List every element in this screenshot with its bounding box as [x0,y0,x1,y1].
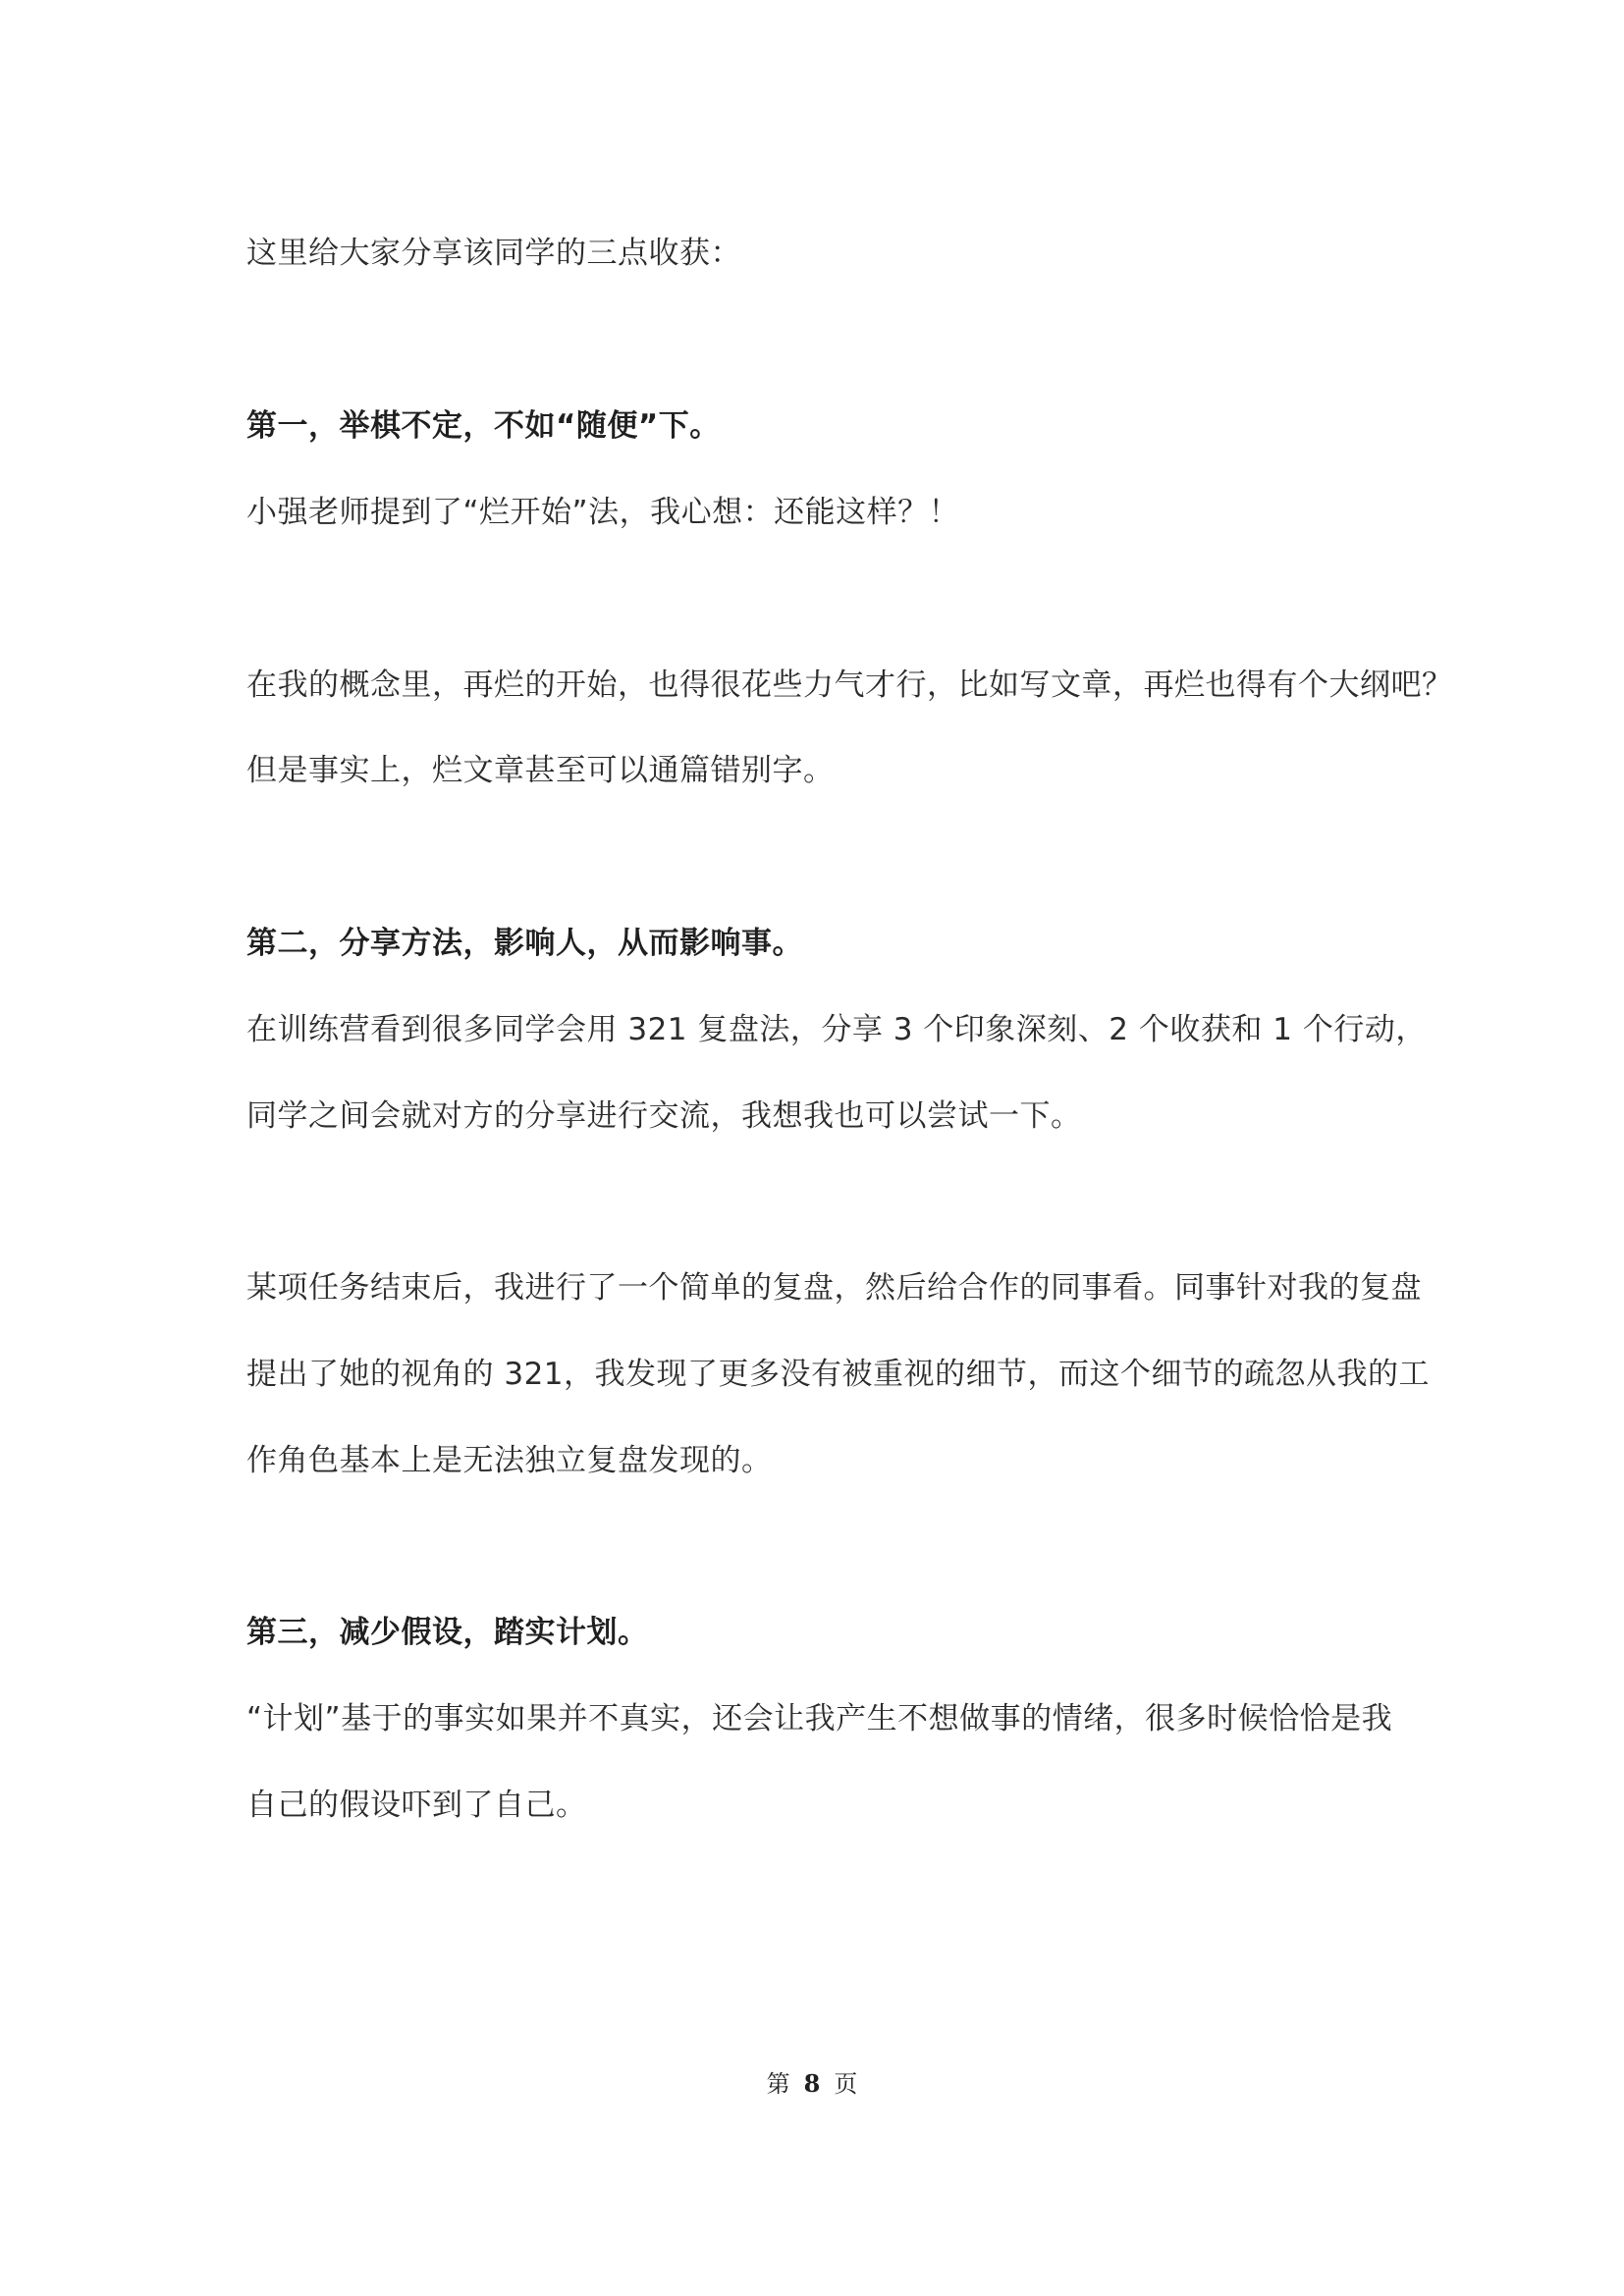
section-heading-1: 第一，举棋不定，不如“随便”下。 [246,408,721,444]
page-number: 8 [803,2069,821,2098]
paragraph-line: 提出了她的视角的 321，我发现了更多没有被重视的细节，而这个细节的疏忽从我的工 [246,1357,1431,1392]
paragraph-line: 同学之间会就对方的分享进行交流，我想我也可以尝试一下。 [246,1098,1082,1134]
page-number-suffix: 页 [834,2070,858,2098]
paragraph-line: 自己的假设吓到了自己。 [246,1788,587,1823]
intro-text: 这里给大家分享该同学的三点收获： [246,236,741,271]
paragraph-line: “计划”基于的事实如果并不真实，还会让我产生不想做事的情绪，很多时候恰恰是我 [246,1701,1393,1736]
page-footer [0,2069,1624,2099]
section-heading-2: 第二，分享方法，影响人，从而影响事。 [246,926,803,961]
paragraph-line: 某项任务结束后，我进行了一个简单的复盘，然后给合作的同事看。同事针对我的复盘 [246,1270,1422,1306]
section-heading-3: 第三，减少假设，踏实计划。 [246,1615,649,1650]
paragraph-line: 在我的概念里，再烂的开始，也得很花些力气才行，比如写文章，再烂也得有个大纲吧？ [246,667,1453,703]
page-number-prefix: 第 [766,2070,790,2098]
paragraph-line: 小强老师提到了“烂开始”法，我心想：还能这样？！ [246,495,960,530]
paragraph-line: 作角色基本上是无法独立复盘发现的。 [246,1443,773,1478]
paragraph-line: 但是事实上，烂文章甚至可以通篇错别字。 [246,753,835,788]
paragraph-line: 在训练营看到很多同学会用 321 复盘法，分享 3 个印象深刻、2 个收获和 1 个行动， [246,1012,1427,1047]
